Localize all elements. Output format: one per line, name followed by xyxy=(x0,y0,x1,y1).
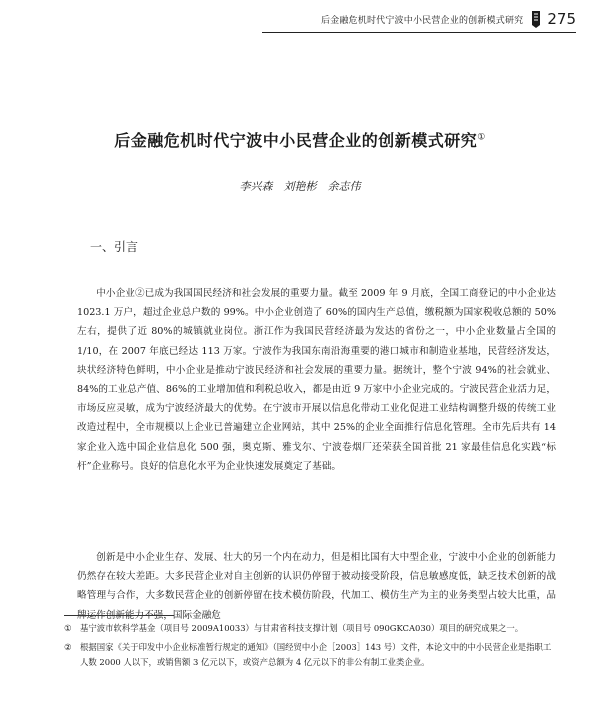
article-title-text: 后金融危机时代宁波中小民营企业的创新模式研究 xyxy=(114,131,478,150)
paragraph-text: 中小企业②已成为我国国民经济和社会发展的重要力量。截至 2009 年 9 月底，全国工商登记的中小企业达 1023.1 万户，超过企业总户数的 99%。中小企业创造了 60%的国内生产总值，缴税额为国家税收总额的 50%左右，提供了近 80%的城镇就业岗位。浙江作为我国民营经济最为发达的省份之一，中小企业数量占全国的 1/10，在 2007 年底已经达 113 万家。宁波作为我国东南沿海重要的港口城市和制造业基地，民营经济发达，块状经济特色鲜明，中小企业是推动宁波民经济和社会发展的重要力量。据统计，整个宁波 94%的社会就业、84%的工业总产值、86%的工业增加值和利税总收入，都是由近 9 万家中小企业完成的。宁波民营企业活力足，市场反应灵敏，成为宁波经济最大的优势。在宁波市开展以信息化带动工业化促进工业结构调整升级的传统工业改造过程中，全市规模以上企业已普遍建立企业网站，其中 25%的企业全面推行信息化管理。全市先后共有 14 家企业入选中国企业信息化 500 强，奥克斯、雅戈尔、宁波卷烟厂还荣获全国首批 21 家最佳信息化实践“标杆”企业称号。良好的信息化水平为企业快速发展奠定了基础。 xyxy=(77,288,556,472)
running-title: 后金融危机时代宁波中小民营企业的创新模式研究 xyxy=(320,15,524,26)
body-paragraph-1 xyxy=(77,284,556,476)
title-footnote-mark: ① xyxy=(477,132,486,143)
footnotes xyxy=(64,621,556,674)
footnote-mark: ② xyxy=(64,642,72,652)
book-emblem-icon xyxy=(529,9,543,29)
author-list: 李兴森 刘艳彬 余志伟 xyxy=(239,180,361,193)
section-heading: 一、引言 xyxy=(90,240,139,254)
body-paragraph-2 xyxy=(77,548,556,625)
footnote-divider xyxy=(64,615,174,616)
article-title xyxy=(40,128,560,151)
running-header xyxy=(262,6,576,33)
page-number: 275 xyxy=(547,10,576,28)
footnote-text: 根据国家《关于印发中小企业标准暂行规定的通知》（国经贸中小企［2003］143 号）文件，本论文中的中小民营企业是指职工人数 2000 人以下，或销售额 3 亿元以下，或资产总额为 4 亿元以下的非公有制工业类企业。 xyxy=(80,642,552,667)
footnote-item xyxy=(64,640,556,670)
paragraph-text: 创新是中小企业生存、发展、壮大的另一个内在动力，但是相比国有大中型企业，宁波中小企业的创新能力仍然存在较大差距。大多民营企业对自主创新的认识仍停留于被动接受阶段，信息敏感度低，缺乏技术创新的战略管理与合作，大多数民营企业的创新停留在技术模仿阶段，代加工、模仿生产为主的业务类型占较大比重，品牌运作创新能力不强，国际金融危 xyxy=(77,552,556,621)
footnote-text: 基宁波市软科学基金（项目号 2009A10033）与甘肃省科技支撑计划（项目号 090GKCA030）项目的研究成果之一。 xyxy=(80,623,524,633)
footnote-item xyxy=(64,621,556,636)
footnote-mark: ① xyxy=(64,623,72,633)
